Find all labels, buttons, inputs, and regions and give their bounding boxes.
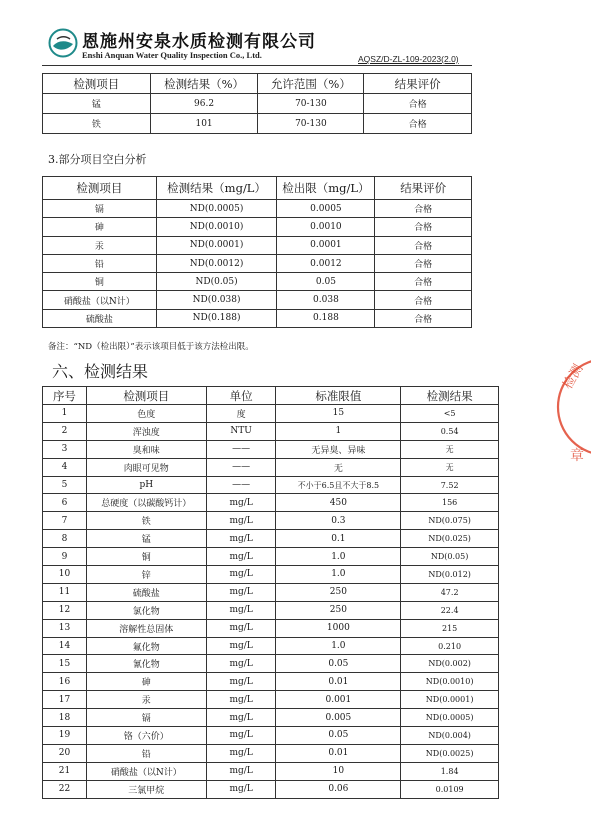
table-row <box>43 548 499 566</box>
table-cell: ND(0.012) <box>401 566 499 584</box>
table-cell: ND(0.025) <box>401 530 499 548</box>
table-cell: 11 <box>43 583 87 601</box>
table-cell: 0.54 <box>401 422 499 440</box>
table-cell: 16 <box>43 673 87 691</box>
table-cell: mg/L <box>206 512 276 530</box>
table-cell: 250 <box>276 601 401 619</box>
table-cell: 250 <box>276 583 401 601</box>
table-cell: 铬（六价） <box>86 727 206 745</box>
column-header: 检测项目 <box>43 74 151 94</box>
table-cell: 镉 <box>43 200 157 218</box>
table-cell: 21 <box>43 762 87 780</box>
table-cell: 硝酸盐（以N计） <box>43 291 157 309</box>
column-header: 检测项目 <box>43 177 157 200</box>
table-cell: ND(0.038) <box>156 291 277 309</box>
table-cell: 合格 <box>375 218 472 236</box>
table-header-row <box>43 387 499 405</box>
table-cell: 4 <box>43 458 87 476</box>
table-cell: 22.4 <box>401 601 499 619</box>
table-cell: 锰 <box>86 530 206 548</box>
table-cell: 1 <box>276 422 401 440</box>
table-row <box>43 291 472 309</box>
table-cell: 0.01 <box>276 673 401 691</box>
table-cell: 0.005 <box>276 709 401 727</box>
table-cell: 0.0005 <box>277 200 375 218</box>
table-row <box>43 583 499 601</box>
table-cell: 450 <box>276 494 401 512</box>
document-code: AQSZ/D-ZL-109-2023(2.0) <box>358 54 459 64</box>
table-row <box>43 655 499 673</box>
table-cell: 5 <box>43 476 87 494</box>
table-cell: ND(0.0025) <box>401 744 499 762</box>
table-cell: 铜 <box>43 273 157 291</box>
table-cell: ND(0.075) <box>401 512 499 530</box>
table-cell: 总硬度（以碳酸钙计） <box>86 494 206 512</box>
table-cell: 101 <box>150 114 258 134</box>
table-cell: 合格 <box>364 114 472 134</box>
table-row <box>43 780 499 798</box>
table-cell: 0.05 <box>276 655 401 673</box>
table-cell: 0.210 <box>401 637 499 655</box>
table-cell: 6 <box>43 494 87 512</box>
table-cell: ND(0.0005) <box>401 709 499 727</box>
table-cell: 1 <box>43 405 87 423</box>
table-cell: ND(0.0001) <box>401 691 499 709</box>
table-cell: 70-130 <box>258 114 364 134</box>
table-cell: mg/L <box>206 709 276 727</box>
column-header: 检出限（mg/L） <box>277 177 375 200</box>
table-cell: ND(0.004) <box>401 727 499 745</box>
table-cell: 无 <box>401 440 499 458</box>
table-cell: mg/L <box>206 673 276 691</box>
column-header: 检测项目 <box>86 387 206 405</box>
table-cell: 氰化物 <box>86 655 206 673</box>
table-cell: ND(0.0010) <box>401 673 499 691</box>
table-cell: 0.05 <box>276 727 401 745</box>
table-row <box>43 494 499 512</box>
table-cell: 15 <box>43 655 87 673</box>
table-cell: 20 <box>43 744 87 762</box>
table-cell: 砷 <box>43 218 157 236</box>
footnote: 备注：“ND（检出限）”表示该项目低于该方法检出限。 <box>48 342 254 352</box>
table-row <box>43 476 499 494</box>
svg-text:检测: 检测 <box>560 361 587 392</box>
table-cell: 7.52 <box>401 476 499 494</box>
table-cell: 色度 <box>86 405 206 423</box>
table-cell: 0.0109 <box>401 780 499 798</box>
table-cell: 臭和味 <box>86 440 206 458</box>
table-cell: mg/L <box>206 762 276 780</box>
table-cell: 215 <box>401 619 499 637</box>
table-cell: mg/L <box>206 655 276 673</box>
table-cell: 度 <box>206 405 276 423</box>
table-row <box>43 114 472 134</box>
table-cell: mg/L <box>206 744 276 762</box>
table-cell: 0.01 <box>276 744 401 762</box>
table-cell: 氟化物 <box>86 637 206 655</box>
table-row <box>43 440 499 458</box>
column-header: 标准限值 <box>276 387 401 405</box>
table-row <box>43 566 499 584</box>
table-row <box>43 691 499 709</box>
table-row <box>43 512 499 530</box>
table-cell: 1.0 <box>276 566 401 584</box>
table-cell: 铅 <box>43 254 157 272</box>
blank-analysis-table <box>42 176 472 328</box>
column-header: 序号 <box>43 387 87 405</box>
table-row <box>43 458 499 476</box>
table-cell: mg/L <box>206 691 276 709</box>
table-header-row <box>43 177 472 200</box>
table-cell: mg/L <box>206 548 276 566</box>
column-header: 检测结果 <box>401 387 499 405</box>
table-cell: ND(0.05) <box>156 273 277 291</box>
table-cell: 汞 <box>86 691 206 709</box>
table-cell: 0.05 <box>277 273 375 291</box>
section-3-title: 3.部分项目空白分析 <box>48 153 147 166</box>
table-cell: 合格 <box>375 309 472 327</box>
table-cell: 合格 <box>375 200 472 218</box>
table-row <box>43 530 499 548</box>
column-header: 允许范围（%） <box>258 74 364 94</box>
table-cell: —— <box>206 476 276 494</box>
table-cell: 合格 <box>375 254 472 272</box>
table-row <box>43 619 499 637</box>
table-cell: mg/L <box>206 494 276 512</box>
table-cell: 合格 <box>375 273 472 291</box>
column-header: 结果评价 <box>364 74 472 94</box>
table-cell: <5 <box>401 405 499 423</box>
table-cell: 13 <box>43 619 87 637</box>
table-cell: ND(0.188) <box>156 309 277 327</box>
table-cell: 铁 <box>43 114 151 134</box>
table-row <box>43 405 499 423</box>
table-row <box>43 727 499 745</box>
table-cell: ND(0.0005) <box>156 200 277 218</box>
inspection-stamp <box>548 352 591 472</box>
table-cell: 0.3 <box>276 512 401 530</box>
table-cell: 1.84 <box>401 762 499 780</box>
table-cell: ND(0.0001) <box>156 236 277 254</box>
table-cell: 10 <box>276 762 401 780</box>
table-cell: 70-130 <box>258 94 364 114</box>
table-cell: —— <box>206 440 276 458</box>
table-cell: 镉 <box>86 709 206 727</box>
table-cell: mg/L <box>206 637 276 655</box>
table-cell: 铁 <box>86 512 206 530</box>
table-cell: 汞 <box>43 236 157 254</box>
table-row <box>43 744 499 762</box>
table-cell: 无 <box>276 458 401 476</box>
table-cell: mg/L <box>206 566 276 584</box>
table-cell: mg/L <box>206 727 276 745</box>
table-cell: 合格 <box>375 291 472 309</box>
table-cell: 0.0012 <box>277 254 375 272</box>
table-cell: 1.0 <box>276 548 401 566</box>
table-cell: NTU <box>206 422 276 440</box>
table-cell: 氯化物 <box>86 601 206 619</box>
table-cell: 8 <box>43 530 87 548</box>
table-cell: 0.188 <box>277 309 375 327</box>
table-cell: 无 <box>401 458 499 476</box>
table-row <box>43 200 472 218</box>
column-header: 检测结果（mg/L） <box>156 177 277 200</box>
table-cell: 15 <box>276 405 401 423</box>
table-cell: 合格 <box>364 94 472 114</box>
table-row <box>43 762 499 780</box>
table-cell: 1000 <box>276 619 401 637</box>
table-cell: 0.06 <box>276 780 401 798</box>
table-cell: ND(0.0012) <box>156 254 277 272</box>
table-cell: 砷 <box>86 673 206 691</box>
table-cell: 三氯甲烷 <box>86 780 206 798</box>
section-6-title: 六、检测结果 <box>52 362 149 381</box>
table-cell: pH <box>86 476 206 494</box>
table-row <box>43 309 472 327</box>
results-table <box>42 386 499 799</box>
table-row <box>43 218 472 236</box>
header-rule <box>42 65 472 66</box>
table-cell: mg/L <box>206 530 276 548</box>
table-cell: 溶解性总固体 <box>86 619 206 637</box>
table-row <box>43 254 472 272</box>
table-cell: 0.038 <box>277 291 375 309</box>
table-cell: 硫酸盐 <box>86 583 206 601</box>
table-cell: 7 <box>43 512 87 530</box>
table-cell: 14 <box>43 637 87 655</box>
table-row <box>43 94 472 114</box>
table-row <box>43 601 499 619</box>
table-cell: 硫酸盐 <box>43 309 157 327</box>
column-header: 单位 <box>206 387 276 405</box>
table-cell: 12 <box>43 601 87 619</box>
table-cell: —— <box>206 458 276 476</box>
column-header: 结果评价 <box>375 177 472 200</box>
table-row <box>43 709 499 727</box>
table-cell: 0.001 <box>276 691 401 709</box>
table-cell: 22 <box>43 780 87 798</box>
table-cell: 不小于6.5且不大于8.5 <box>276 476 401 494</box>
table-row <box>43 637 499 655</box>
svg-text:章: 章 <box>570 448 584 464</box>
table-cell: 2 <box>43 422 87 440</box>
table-cell: 3 <box>43 440 87 458</box>
table-cell: 47.2 <box>401 583 499 601</box>
table-cell: 1.0 <box>276 637 401 655</box>
table-cell: 铅 <box>86 744 206 762</box>
table-cell: mg/L <box>206 601 276 619</box>
table-cell: 合格 <box>375 236 472 254</box>
table-cell: 9 <box>43 548 87 566</box>
table-header-row <box>43 74 472 94</box>
table-cell: 铜 <box>86 548 206 566</box>
table-cell: 硝酸盐（以N计） <box>86 762 206 780</box>
table-cell: 无异臭、异味 <box>276 440 401 458</box>
table-row <box>43 273 472 291</box>
table-cell: 19 <box>43 727 87 745</box>
table-cell: 0.1 <box>276 530 401 548</box>
company-name-cn: 恩施州安泉水质检测有限公司 <box>82 32 316 52</box>
table-cell: ND(0.002) <box>401 655 499 673</box>
company-name-en: Enshi Anquan Water Quality Inspection Co., Ltd. <box>82 50 262 60</box>
table-cell: 18 <box>43 709 87 727</box>
table-cell: 0.0010 <box>277 218 375 236</box>
table-cell: 锌 <box>86 566 206 584</box>
table-cell: 肉眼可见物 <box>86 458 206 476</box>
table-cell: ND(0.05) <box>401 548 499 566</box>
table-cell: 0.0001 <box>277 236 375 254</box>
table-cell: 浑浊度 <box>86 422 206 440</box>
table-cell: 96.2 <box>150 94 258 114</box>
company-logo-icon <box>48 28 78 58</box>
table-cell: mg/L <box>206 780 276 798</box>
table-row <box>43 422 499 440</box>
table-cell: 10 <box>43 566 87 584</box>
table-row <box>43 236 472 254</box>
table-cell: mg/L <box>206 583 276 601</box>
table-cell: 17 <box>43 691 87 709</box>
recovery-table <box>42 73 472 134</box>
table-cell: 锰 <box>43 94 151 114</box>
table-cell: mg/L <box>206 619 276 637</box>
table-cell: 156 <box>401 494 499 512</box>
table-row <box>43 673 499 691</box>
column-header: 检测结果（%） <box>150 74 258 94</box>
table-cell: ND(0.0010) <box>156 218 277 236</box>
